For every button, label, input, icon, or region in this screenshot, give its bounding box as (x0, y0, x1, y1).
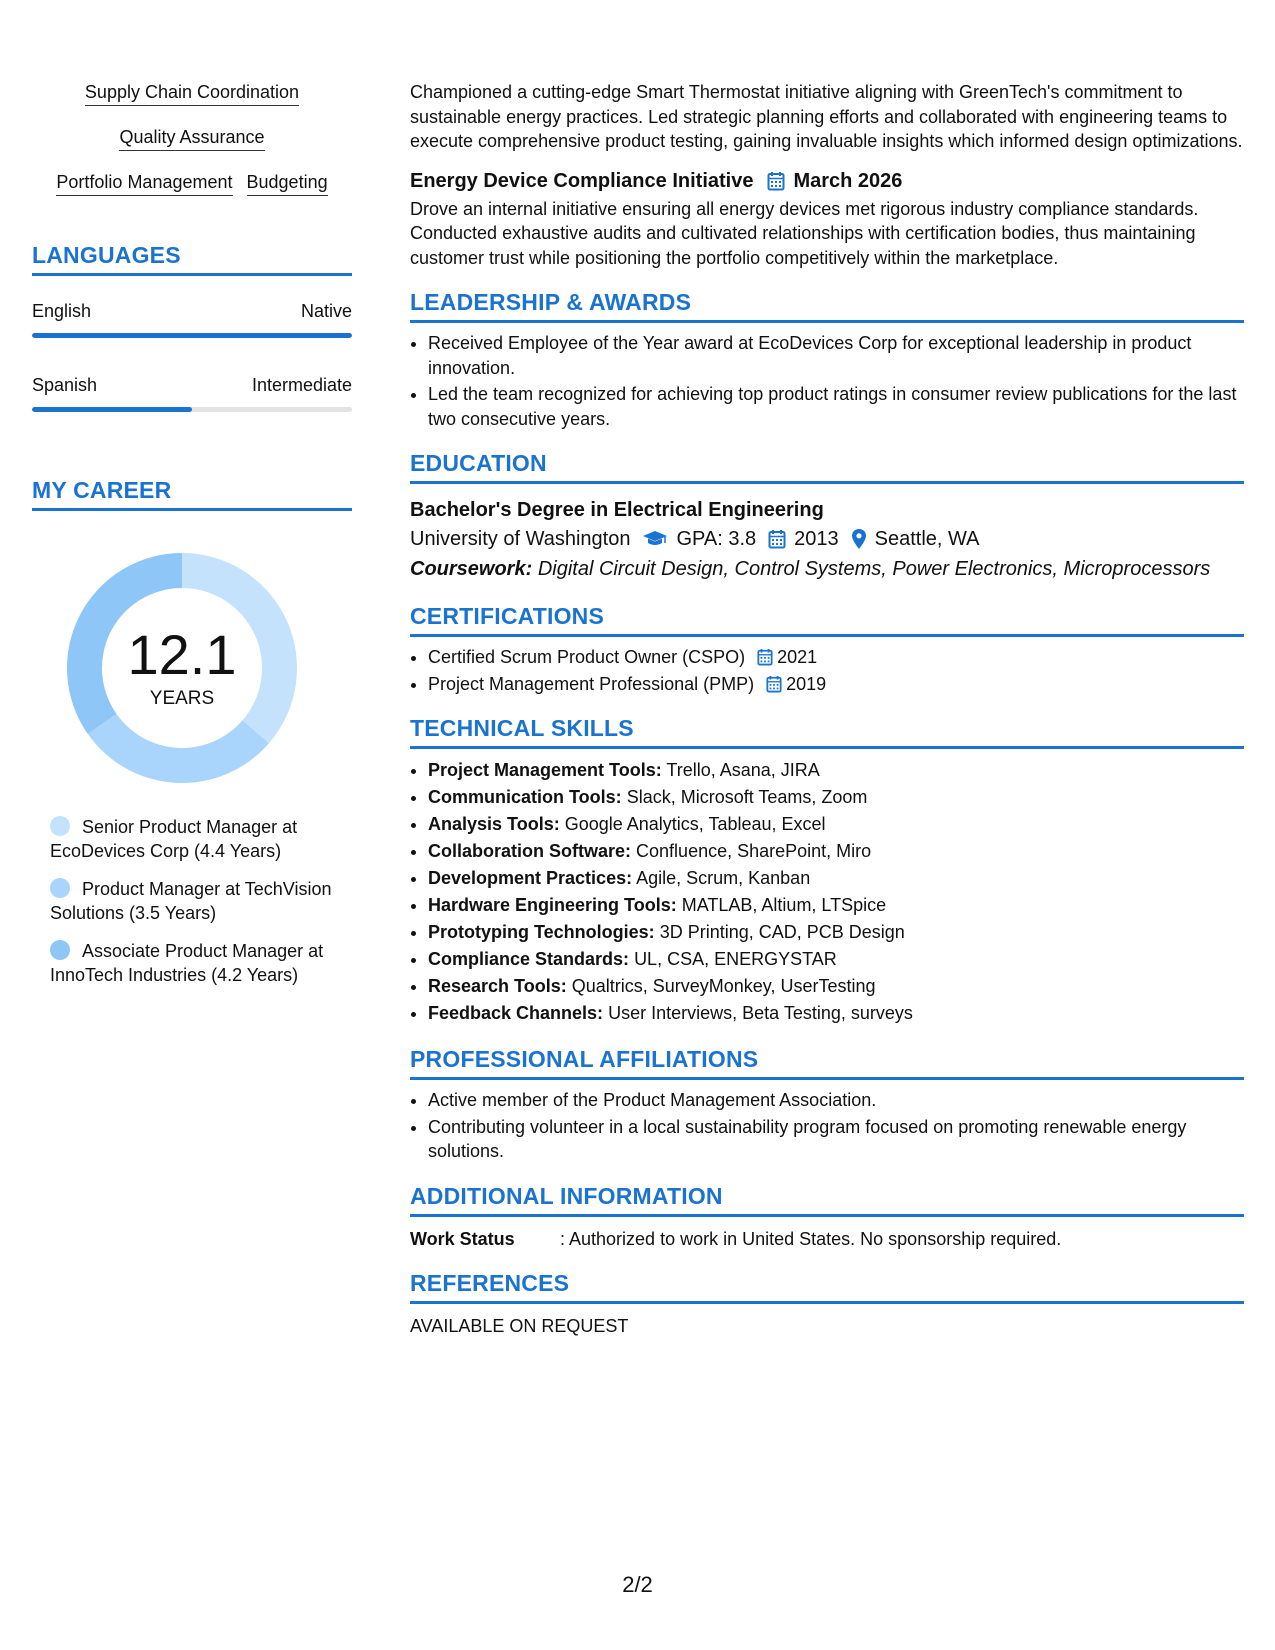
skill-label: Prototyping Technologies: (428, 922, 655, 942)
skill-tag: Portfolio Management (56, 170, 232, 196)
references-section (410, 1269, 1244, 1337)
references-text: AVAILABLE ON REQUEST (410, 1315, 629, 1336)
skill-item (428, 838, 1244, 865)
language-level: Native (300, 301, 352, 321)
languages-list (32, 300, 352, 412)
language-level: Intermediate (251, 375, 352, 395)
technical-skills-list (410, 757, 1244, 1027)
education-gpa: GPA: 3.8 (676, 528, 757, 550)
technical-skills-section (410, 714, 1244, 1027)
project-date: March 2026 (793, 169, 903, 192)
calendar-icon (766, 675, 782, 693)
references-heading: REFERENCES (410, 1269, 1244, 1304)
skill-label: Collaboration Software: (428, 841, 632, 861)
skill-item (428, 946, 1244, 973)
skill-item (428, 784, 1244, 811)
career-legend (50, 815, 335, 987)
education-section (410, 449, 1244, 584)
skill-item (428, 919, 1244, 946)
list-item: • Active member of the Product Management Association. (428, 1088, 1244, 1113)
languages-heading: LANGUAGES (32, 241, 352, 276)
education-location: Seattle, WA (874, 528, 980, 550)
intro-paragraph: Championed a cutting-edge Smart Thermostat initiative aligning with GreenTech's commitment to sustainable energy practices. Led strategic planning efforts and collaborated with engineering teams to execute comprehensive product testing, gaining invaluable insights which informed design optimizations. (410, 82, 1243, 151)
project-description: Drove an internal initiative ensuring all energy devices met rigorous industry compliance standards. Conducted exhaustive audits and cultivated relationships with certification bodies, thus maintaining customer trust while positioning the portfolio competitively within the marketplace. (410, 198, 1199, 268)
main-content (410, 80, 1244, 1337)
list-item: • Contributing volunteer in a local sustainability program focused on promoting renewable energy solutions. (428, 1115, 1244, 1164)
skill-row (32, 125, 352, 152)
legend-item (50, 877, 335, 925)
affiliations-list (410, 1088, 1244, 1164)
language-row (32, 374, 352, 396)
skill-row (32, 80, 352, 107)
skill-value: Agile, Scrum, Kanban (636, 868, 811, 888)
education-degree: Bachelor's Degree in Electrical Engineering (410, 499, 824, 521)
skill-value: UL, CSA, ENERGYSTAR (634, 949, 837, 969)
skill-item (428, 1000, 1244, 1027)
career-heading: MY CAREER (32, 476, 352, 511)
career-total: 12.1 (127, 623, 237, 686)
skill-tag: Budgeting (247, 170, 328, 196)
skill-value: Confluence, SharePoint, Miro (636, 841, 872, 861)
skill-item (428, 973, 1244, 1000)
legend-label: Senior Product Manager at EcoDevices Corp (4.4 Years) (50, 817, 298, 861)
leadership-list (410, 331, 1244, 431)
calendar-icon (768, 529, 786, 549)
certification-item (428, 645, 1244, 670)
skill-label: Feedback Channels: (428, 1003, 604, 1023)
certification-item (428, 672, 1244, 697)
skill-label: Project Management Tools: (428, 760, 662, 780)
certification-year: 2019 (786, 673, 827, 694)
list-item: • Led the team recognized for achieving top product ratings in consumer review publications for the last two consecutive years. (428, 382, 1244, 431)
education-details (410, 524, 1244, 554)
language-row (32, 300, 352, 322)
skill-value: Google Analytics, Tableau, Excel (564, 814, 826, 834)
skill-tag: Quality Assurance (119, 125, 264, 151)
certifications-list (410, 645, 1244, 696)
education-year: 2013 (794, 528, 839, 550)
certifications-section (410, 602, 1244, 696)
education-heading: EDUCATION (410, 449, 1244, 484)
coursework-label: Coursework: (410, 558, 533, 580)
additional-info-section (410, 1182, 1244, 1251)
language-bar-fill (32, 407, 192, 412)
graduation-cap-icon (642, 530, 668, 548)
donut-center (67, 553, 297, 783)
map-pin-icon (851, 528, 867, 550)
legend-dot (50, 816, 70, 836)
certification-year: 2021 (777, 647, 818, 667)
legend-label: Product Manager at TechVision Solutions (3.5 Years) (50, 879, 332, 923)
work-status-label: Work Status (410, 1228, 515, 1249)
skill-label: Analysis Tools: (428, 814, 560, 834)
skill-item (428, 865, 1244, 892)
skill-label: Research Tools: (428, 976, 567, 996)
education-coursework (410, 554, 1244, 584)
legend-item (50, 815, 335, 863)
certifications-heading: CERTIFICATIONS (410, 602, 1244, 637)
calendar-icon (757, 648, 773, 666)
skill-value: MATLAB, Altium, LTSpice (681, 895, 887, 915)
language-name: Spanish (32, 375, 98, 395)
language-bar (32, 407, 352, 412)
skill-row (32, 170, 352, 197)
language-bar-fill (32, 333, 352, 338)
additional-info-heading: ADDITIONAL INFORMATION (410, 1182, 1244, 1217)
skill-item (428, 892, 1244, 919)
legend-label: Associate Product Manager at InnoTech Industries (4.2 Years) (50, 941, 324, 985)
affiliations-heading: PROFESSIONAL AFFILIATIONS (410, 1045, 1244, 1080)
skill-value: 3D Printing, CAD, PCB Design (659, 922, 905, 942)
certification-name: • Certified Scrum Product Owner (CSPO) (428, 647, 746, 667)
work-status-value: : Authorized to work in United States. No sponsorship required. (560, 1228, 1062, 1249)
language-bar (32, 333, 352, 338)
page-number: 2/2 (622, 1572, 653, 1597)
career-donut-chart (67, 553, 297, 783)
work-status-row (410, 1227, 1244, 1251)
technical-skills-heading: TECHNICAL SKILLS (410, 714, 1244, 749)
skill-value: Trello, Asana, JIRA (666, 760, 820, 780)
legend-item (50, 939, 335, 987)
skill-item (428, 811, 1244, 838)
skill-label: Hardware Engineering Tools: (428, 895, 677, 915)
education-school: University of Washington (410, 528, 631, 550)
leadership-heading: LEADERSHIP & AWARDS (410, 288, 1244, 323)
skill-label: Development Practices: (428, 868, 633, 888)
skill-label: Compliance Standards: (428, 949, 630, 969)
sidebar (32, 80, 352, 1001)
project-heading (410, 167, 1244, 195)
skill-item (428, 757, 1244, 784)
skill-tag: Supply Chain Coordination (85, 80, 299, 106)
legend-dot (50, 940, 70, 960)
legend-dot (50, 878, 70, 898)
coursework-value: Digital Circuit Design, Control Systems, Power Electronics, Microprocessors (537, 558, 1211, 580)
list-item: • Received Employee of the Year award at EcoDevices Corp for exceptional leadership in product innovation. (428, 331, 1244, 380)
project-title: Energy Device Compliance Initiative (410, 169, 754, 192)
calendar-icon (767, 171, 785, 191)
affiliations-section (410, 1045, 1244, 1164)
language-name: English (32, 301, 92, 321)
skill-value: User Interviews, Beta Testing, surveys (608, 1003, 913, 1023)
skill-value: Slack, Microsoft Teams, Zoom (626, 787, 868, 807)
certification-name: • Project Management Professional (PMP) (428, 673, 755, 694)
skill-label: Communication Tools: (428, 787, 622, 807)
leadership-section (410, 288, 1244, 431)
skill-value: Qualtrics, SurveyMonkey, UserTesting (571, 976, 876, 996)
career-unit: YEARS (149, 688, 215, 709)
